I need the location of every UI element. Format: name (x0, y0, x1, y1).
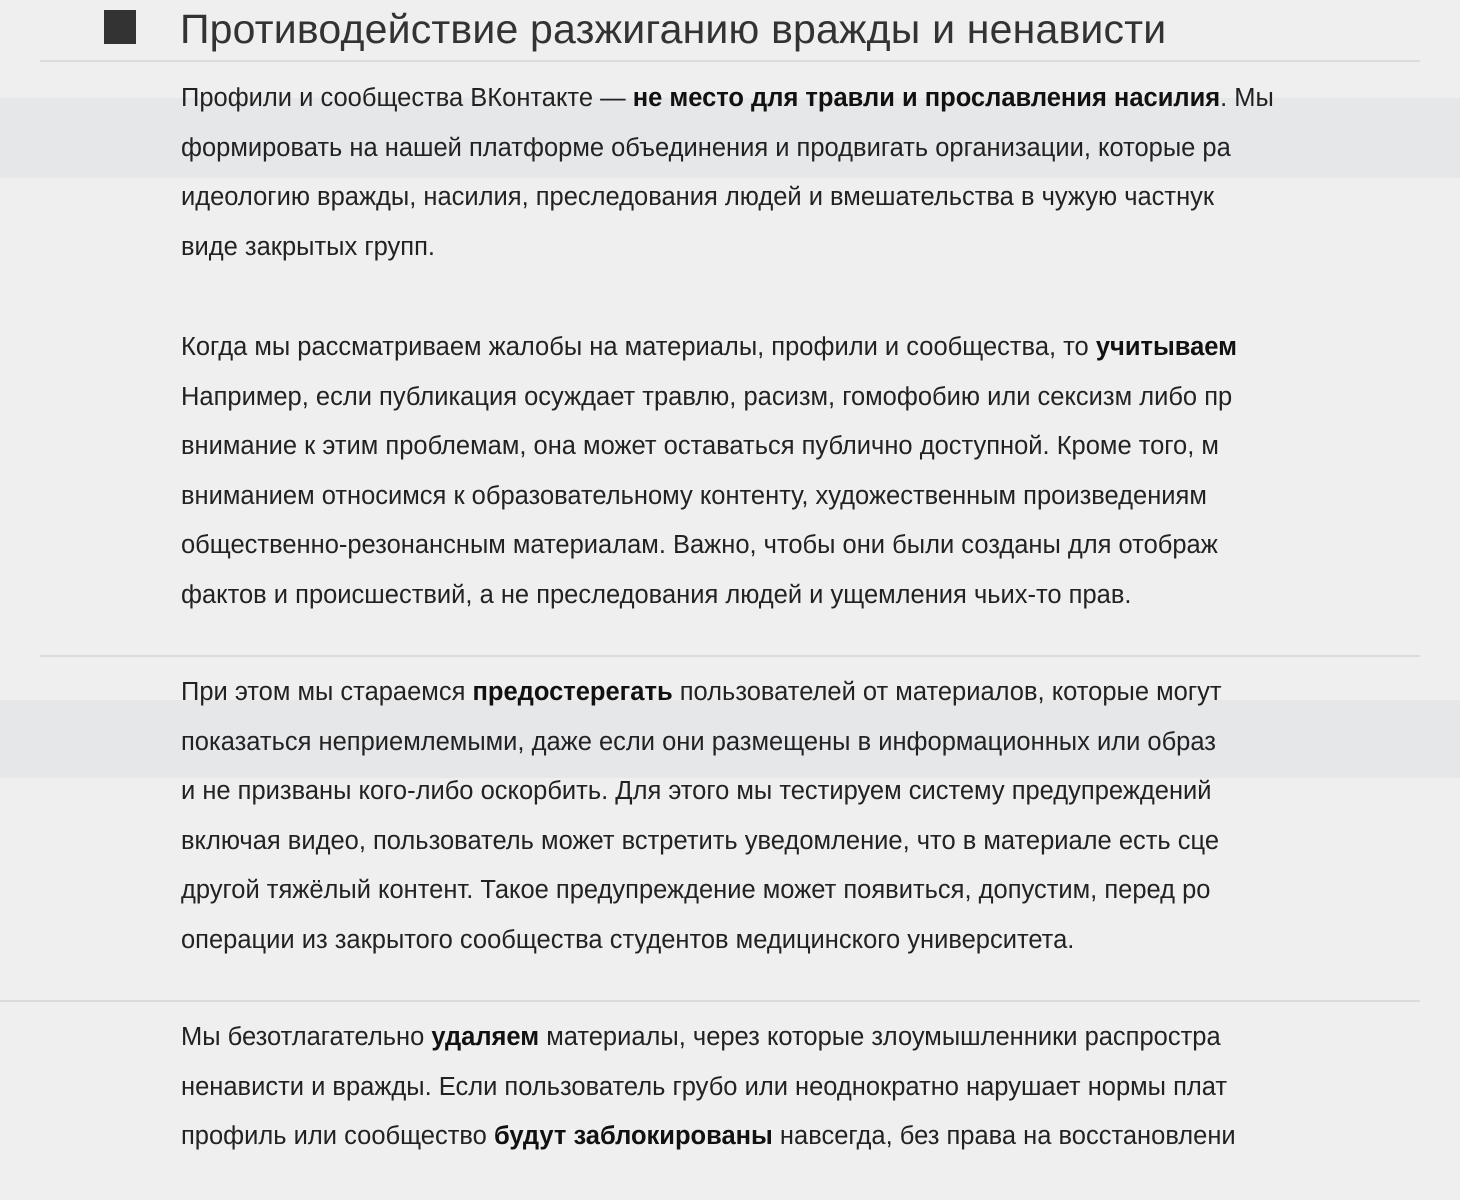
text-run: показаться неприемлемыми, даже если они размещены в информационных или образ (181, 727, 1216, 756)
text-run: профиль или сообщество (181, 1122, 494, 1150)
text-run: и не призваны кого-либо оскорбить. Для этого мы тестируем систему предупреждений (181, 777, 1212, 805)
paragraph (181, 668, 1222, 965)
text-line (181, 472, 1237, 522)
paragraph (181, 1013, 1236, 1162)
text-run: Мы безотлагательно (181, 1023, 432, 1051)
text-line (181, 817, 1222, 867)
section-bullet-square (104, 10, 136, 44)
section-title: Противодействие разжиганию вражды и ненависти (180, 6, 1167, 52)
text-line (181, 767, 1222, 817)
text-run: включая видео, пользователь может встретить уведомление, что в материале есть сце (181, 826, 1220, 855)
text-line (181, 521, 1237, 571)
text-line (181, 866, 1222, 916)
text-line (181, 173, 1274, 223)
text-run: идеологию вражды, насилия, преследования людей и вмешательства в чужую частнук (181, 183, 1215, 211)
text-line (181, 916, 1222, 966)
paragraph (181, 323, 1237, 620)
text-line (181, 373, 1237, 423)
text-line (181, 323, 1237, 373)
text-run: вниманием относимся к образовательному контенту, художественным произведениям (181, 481, 1207, 510)
text-run: . Мы (1220, 84, 1274, 112)
text-run: виде закрытых групп. (181, 232, 435, 261)
text-line (181, 1013, 1236, 1063)
bold-emphasis: учитываем (1095, 333, 1237, 361)
text-line (181, 74, 1274, 124)
bold-emphasis: предостерегать (472, 678, 673, 706)
text-line (181, 223, 1274, 273)
text-run: Например, если публикация осуждает травлю, расизм, гомофобию или сексизм либо пр (181, 382, 1233, 411)
paragraph (181, 74, 1274, 272)
text-run: ненависти и вражды. Если пользователь грубо или неоднократно нарушает нормы плат (181, 1072, 1228, 1101)
bold-emphasis: будут заблокированы (493, 1122, 773, 1150)
text-run: навсегда, без права на восстановлени (772, 1122, 1236, 1150)
text-run: материалы, через которые злоумышленники распростра (539, 1023, 1221, 1051)
text-run: операции из закрытого сообщества студентов медицинского университета. (181, 925, 1075, 954)
text-run: формировать на нашей платформе объединения и продвигать организации, которые ра (181, 133, 1231, 162)
text-run: Профили и сообщества ВКонтакте — (181, 84, 633, 112)
text-line (181, 1063, 1236, 1113)
text-line (181, 124, 1274, 174)
text-run: другой тяжёлый контент. Такое предупреждение может появиться, допустим, перед ро (181, 876, 1211, 904)
section-body (181, 74, 1421, 1184)
text-line (181, 1112, 1236, 1162)
text-run: При этом мы стараемся (181, 678, 473, 706)
text-run: фактов и происшествий, а не преследования людей и ущемления чьих-то прав. (181, 580, 1132, 609)
text-line (181, 422, 1237, 472)
text-run: общественно-резонансным материалам. Важно, чтобы они были созданы для отображ (181, 531, 1218, 559)
bold-emphasis: не место для травли и прославления насилия (632, 84, 1221, 112)
text-run: внимание к этим проблемам, она может оставаться публично доступной. Кроме того, м (181, 432, 1219, 460)
text-line (181, 571, 1237, 621)
text-run: пользователей от материалов, которые могут (672, 678, 1222, 706)
text-run: Когда мы рассматриваем жалобы на материалы, профили и сообщества, то (181, 333, 1096, 361)
text-line (181, 668, 1222, 718)
bold-emphasis: удаляем (431, 1023, 540, 1051)
text-line (181, 718, 1222, 768)
